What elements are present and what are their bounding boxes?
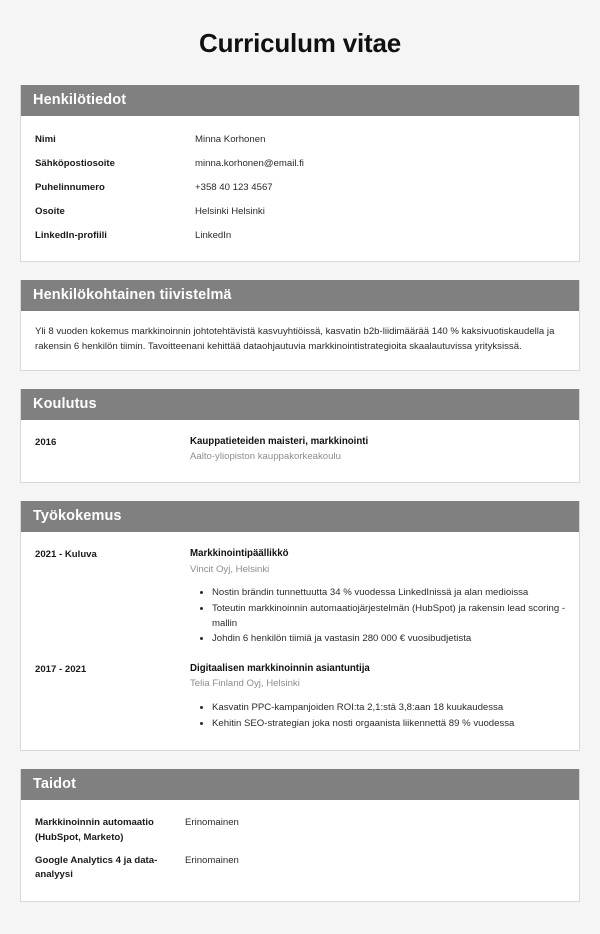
section-summary (20, 280, 580, 371)
field-label: Nimi (35, 134, 56, 145)
section-header-summary: Henkilökohtainen tiivistelmä (21, 280, 579, 311)
experience-role: Digitaalisen markkinoinnin asiantuntija (190, 662, 370, 674)
section-skills (20, 769, 580, 902)
education-body (21, 420, 579, 482)
list-item: • Kasvatin PPC-kampanjoiden ROI:ta 2,1:stä 3,8:aan 18 kuukaudessa (212, 701, 565, 716)
education-entry (35, 432, 565, 469)
experience-details (190, 547, 565, 649)
skill-level: Erinomainen (185, 817, 239, 829)
education-details (190, 435, 565, 465)
experience-period: 2021 - Kuluva (35, 549, 97, 560)
experience-role: Markkinointipäällikkö (190, 548, 289, 559)
list-item: • Nostin brändin tunnettuutta 34 % vuodessa LinkedInissä ja alan medioissa (212, 586, 565, 601)
page-title: Curriculum vitae (199, 28, 401, 58)
experience-entry (35, 659, 565, 738)
table-row (35, 850, 565, 888)
field-value: +358 40 123 4567 (195, 181, 273, 193)
experience-bullet-list (190, 586, 565, 646)
experience-employer: Telia Finland Oyj, Helsinki (190, 678, 300, 690)
skill-level: Erinomainen (185, 855, 239, 867)
list-item: • Johdin 6 henkilön tiimiä ja vastasin 280 000 € vuosibudjetista (212, 632, 565, 647)
table-row (35, 200, 565, 224)
experience-entry (35, 544, 565, 653)
table-row (35, 176, 565, 200)
education-period: 2016 (35, 436, 57, 448)
section-education (20, 389, 580, 483)
experience-period: 2017 - 2021 (35, 663, 87, 675)
list-item: • Toteutin markkinoinnin automaatiojärjestelmän (HubSpot) ja rakensin lead scoring -mallin (212, 602, 565, 631)
skill-name: Google Analytics 4 ja data-analyysi (35, 855, 158, 881)
field-label: Sähköpostiosoite (35, 157, 115, 169)
table-row (35, 128, 565, 152)
field-label: Puhelinnumero (35, 181, 105, 193)
summary-text: Yli 8 vuoden kokemus markkinoinnin johtotehtävistä kasvuyhtiöissä, kasvatin b2b-liidimäärää 140 % kaksivuotiskaudella ja rakensin 6 henkilön tiimin. Tavoitteenani kehittää dataohjautuvia markkinointistrategioita skaalautuvissa yrityksissä. (35, 325, 555, 353)
table-row (35, 152, 565, 176)
section-personal-details (20, 85, 580, 262)
field-value: minna.korhonen@email.fi (195, 157, 304, 169)
experience-details (190, 662, 565, 734)
experience-bullet-list (190, 701, 565, 731)
experience-employer: Vincit Oyj, Helsinki (190, 563, 270, 575)
table-row (35, 224, 565, 248)
linkedin-profile-value[interactable]: LinkedIn (195, 229, 232, 241)
field-value: Helsinki Helsinki (195, 205, 265, 217)
section-header-education: Koulutus (21, 389, 579, 420)
section-header-experience: Työkokemus (21, 501, 579, 532)
skill-name: Markkinoinnin automaatio (HubSpot, Marketo) (35, 817, 154, 843)
section-experience (20, 501, 580, 751)
education-degree: Kauppatieteiden maisteri, markkinointi (190, 435, 369, 447)
field-label: Osoite (35, 205, 65, 217)
experience-body (21, 532, 579, 750)
section-header-skills: Taidot (21, 769, 579, 800)
education-institution: Aalto-yliopiston kauppakorkeakoulu (190, 451, 341, 463)
field-label: LinkedIn-profiili (35, 229, 107, 241)
section-header-personal-details: Henkilötiedot (21, 85, 579, 116)
personal-details-body (21, 116, 579, 261)
list-item: • Kehitin SEO-strategian joka nosti orgaanista liikennettä 89 % vuodessa (212, 717, 565, 732)
table-row (35, 812, 565, 850)
skills-body (21, 800, 579, 901)
summary-body (21, 311, 579, 370)
field-value: Minna Korhonen (195, 134, 266, 145)
